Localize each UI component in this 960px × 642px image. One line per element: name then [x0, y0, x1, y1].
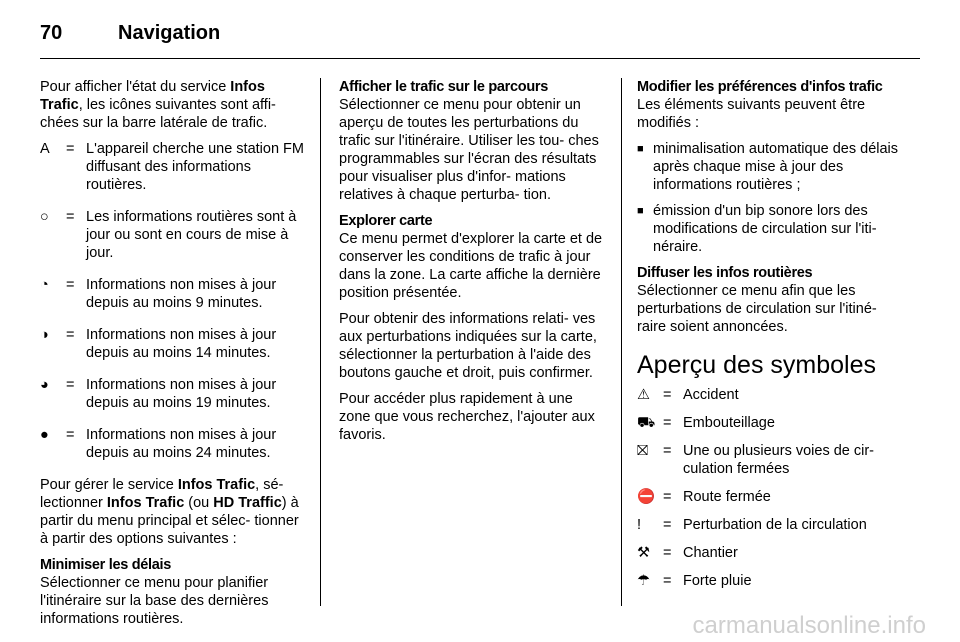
symbol-row: ⛔ = Route fermée — [637, 489, 771, 505]
watermark: carmanualsonline.info — [692, 612, 926, 639]
roadworks-icon: ⚒ — [637, 545, 650, 561]
symbol-row: ⛟ = Embouteillage — [637, 415, 775, 431]
section-title: Diffuser les infos routières — [637, 265, 813, 281]
section-title: Modifier les préférences d'infos trafic — [637, 79, 883, 95]
bullet-icon: ■ — [637, 205, 644, 217]
section-title: Explorer carte — [339, 213, 433, 229]
clock-full-icon: ● — [40, 427, 49, 443]
show-traffic-section: Afficher le trafic sur le parcours Sélectionner ce menu pour obtenir un aperçu de toutes les perturbations du trafic sur l'itinéraire. Utiliser les tou- ches programmables sur l'écran des résultats pour visualiser plus d'infor- mations relatives à chaque perturba- tion. — [339, 78, 603, 204]
status-row: ◑ = Informations non mises à jour depuis au moins 14 minutes. — [40, 327, 277, 361]
symbol-row: ⛝ = Une ou plusieurs voies de cir- culation fermées — [637, 443, 875, 477]
searching-icon: A — [40, 141, 50, 157]
list-item: ■ minimalisation automatique des délais après chaque mise à jour des informations routières ; — [637, 141, 899, 193]
header-rule — [40, 58, 920, 59]
explore-map-section: Explorer carte Ce menu permet d'explorer la carte et de conserver les conditions de trafic à jour dans la zone. La carte affiche la dernière position présentée. Pour obtenir des informations relati- ves aux perturbations indiquées sur la carte, sélectionner la perturbation à l'aide des boutons gauche et droit, puis confirmer. Pour accéder plus rapidement à une zone que vous recherchez, l'ajouter aux favoris. — [339, 213, 603, 443]
symbols-heading: Aperçu des symboles — [637, 351, 877, 379]
heavy-rain-icon: ☂ — [637, 573, 650, 589]
column-2 — [339, 78, 603, 452]
column-3 — [637, 78, 902, 600]
clock-half-icon: ◑ — [40, 327, 49, 343]
intro-paragraph: Pour afficher l'état du service Infos Trafic, les icônes suivantes sont affi- chées sur la barre latérale de trafic. — [40, 79, 276, 131]
symbol-row: ⚠ = Accident — [637, 387, 739, 403]
bullet-icon: ■ — [637, 143, 644, 155]
traffic-jam-icon: ⛟ — [637, 415, 656, 431]
page-title: Navigation — [118, 21, 221, 44]
lanes-closed-icon: ⛝ — [637, 443, 649, 459]
disruption-icon: ! — [637, 517, 642, 533]
status-row: A = L'appareil cherche une station FM diffusant des informations routières. — [40, 141, 304, 193]
clock-quarter-icon: ◔ — [40, 277, 49, 293]
manage-paragraph: Pour gérer le service Infos Trafic, sé- lectionner Infos Trafic (ou HD Traffic) à partir du menu principal et sélec- tionner à partir des options suivantes : — [40, 477, 299, 547]
symbol-row: ! = Perturbation de la circulation — [637, 517, 867, 533]
accident-icon: ⚠ — [637, 387, 650, 403]
minimise-delays-section: Minimiser les délais Sélectionner ce menu pour planifier l'itinéraire sur la base des dernières informations routières. — [40, 556, 308, 628]
column-divider — [621, 78, 622, 606]
road-closed-icon: ⛔ — [637, 489, 656, 505]
symbol-row: ⚒ = Chantier — [637, 545, 738, 561]
section-title: Minimiser les délais — [40, 557, 172, 573]
column-divider — [320, 78, 321, 606]
status-row: ◔ = Informations non mises à jour depuis au moins 9 minutes. — [40, 277, 277, 311]
broadcast-section: Diffuser les infos routières Sélectionner ce menu afin que les perturbations de circulation sur l'itiné- raire soient annoncées. — [637, 264, 902, 336]
column-1 — [40, 78, 308, 636]
status-row: ○ = Les informations routières sont à jour ou sont en cours de mise à jour. — [40, 209, 297, 261]
preferences-section: Modifier les préférences d'infos trafic Les éléments suivants peuvent être modifiés : ■ minimalisation automatique des délais après chaque mise à jour des informations routières ; ■ émission d'un bip sonore lors des modifications de circulation sur l'iti- néraire. — [637, 78, 902, 256]
page-header — [40, 18, 220, 48]
page-number: 70 — [40, 21, 63, 44]
list-item: ■ émission d'un bip sonore lors des modifications de circulation sur l'iti- néraire. — [637, 203, 877, 255]
clock-empty-icon: ○ — [40, 209, 49, 225]
status-row: ● = Informations non mises à jour depuis au moins 24 minutes. — [40, 427, 277, 461]
clock-three-quarter-icon: ◕ — [40, 377, 49, 393]
status-row: ◕ = Informations non mises à jour depuis au moins 19 minutes. — [40, 377, 277, 411]
section-title: Afficher le trafic sur le parcours — [339, 79, 548, 95]
symbol-row: ☂ = Forte pluie — [637, 573, 752, 589]
